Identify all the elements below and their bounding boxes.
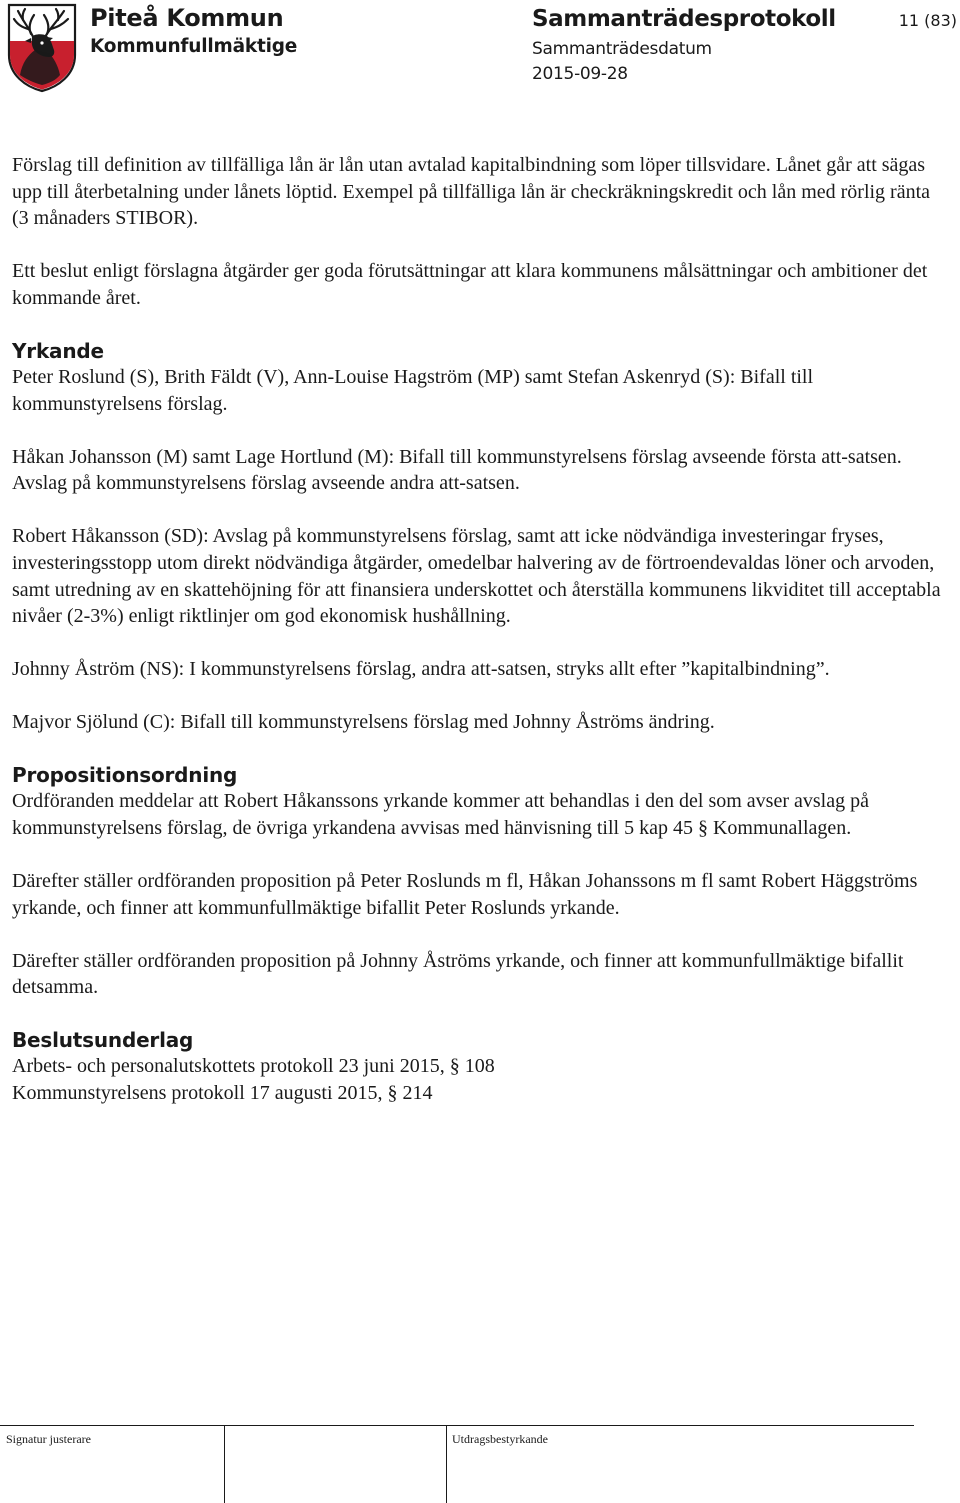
paragraph-loan-definition: Förslag till definition av tillfälliga lån är lån utan avtalad kapitalbindning som löper tillsvidare. Lånet går att sägas upp till återbetalning under lånets löptid. Exempel på tillfälliga lån är checkräkningskredit och lån med rörlig ränta (3 månaders STIBOR). [12, 154, 931, 230]
section-heading-yrkande: Yrkande [12, 338, 104, 363]
signature-justerare-label: Signatur justerare [6, 1432, 91, 1446]
page-number: 11 (83) [898, 11, 957, 30]
beslutsunderlag-item: Kommunstyrelsens protokoll 17 augusti 2015, § 214 [12, 1082, 433, 1105]
utdragsbestyrkande-label: Utdragsbestyrkande [452, 1432, 548, 1446]
yrkande-item: Johnny Åström (NS): I kommunstyrelsens förslag, andra att-satsen, stryks allt efter ”kapitalbindning”. [12, 658, 830, 681]
protocol-body [12, 152, 942, 1107]
meeting-date-label: Sammanträdesdatum [532, 39, 712, 59]
signature-footer [0, 1425, 960, 1503]
page-header [0, 0, 960, 100]
organization-name: Piteå Kommun [90, 4, 284, 32]
yrkande-item: Robert Håkansson (SD): Avslag på kommunstyrelsens förslag, samt att icke nödvändiga investeringar fryses, investeringsstopp utom direkt nödvändiga åtgärder, omedelbar halvering av de förtroendevaldas löner och arvoden, samt utredning av en skattehöjning för att finansiera underskottet och återställa kommunens likviditet till acceptabla nivåer (2-3%) enligt riktlinjer om god ekonomisk hushållning. [12, 525, 941, 628]
proposition-item: Därefter ställer ordföranden proposition på Peter Roslunds m fl, Håkan Johanssons m fl samt Robert Häggströms yrkande, och finner att kommunfullmäktige bifallit Peter Roslunds yrkande. [12, 870, 918, 919]
paragraph-decision-effect: Ett beslut enligt förslagna åtgärder ger goda förutsättningar att klara kommunens målsättningar och ambitioner det kommande året. [12, 260, 928, 309]
section-heading-beslutsunderlag: Beslutsunderlag [12, 1028, 194, 1053]
meeting-date-value: 2015-09-28 [532, 64, 628, 84]
footer-rule [0, 1425, 914, 1426]
document-type: Sammanträdesprotokoll [532, 6, 836, 32]
section-heading-propositionsordning: Propositionsordning [12, 763, 238, 788]
organization-unit: Kommunfullmäktige [90, 36, 298, 57]
footer-divider [446, 1425, 447, 1503]
reindeer-coat-of-arms-icon [6, 3, 78, 93]
footer-divider [224, 1425, 225, 1503]
proposition-item: Ordföranden meddelar att Robert Håkanssons yrkande kommer att behandlas i den del som avser avslag på kommunstyrelsens förslag, de övriga yrkandena avvisas med hänvisning till 5 kap 45 § Kommunallagen. [12, 790, 869, 839]
yrkande-item: Håkan Johansson (M) samt Lage Hortlund (M): Bifall till kommunstyrelsens förslag avseende första att-satsen. Avslag på kommunstyrelsens förslag avseende andra att-satsen. [12, 445, 902, 495]
proposition-item: Därefter ställer ordföranden proposition på Johnny Åströms yrkande, och finner att kommunfullmäktige bifallit detsamma. [12, 949, 904, 999]
yrkande-item: Peter Roslund (S), Brith Fäldt (V), Ann-Louise Hagström (MP) samt Stefan Askenryd (S): Bifall till kommunstyrelsens förslag. [12, 365, 814, 415]
beslutsunderlag-item: Arbets- och personalutskottets protokoll 23 juni 2015, § 108 [12, 1055, 495, 1078]
yrkande-item: Majvor Sjölund (C): Bifall till kommunstyrelsens förslag med Johnny Åströms ändring. [12, 711, 715, 734]
